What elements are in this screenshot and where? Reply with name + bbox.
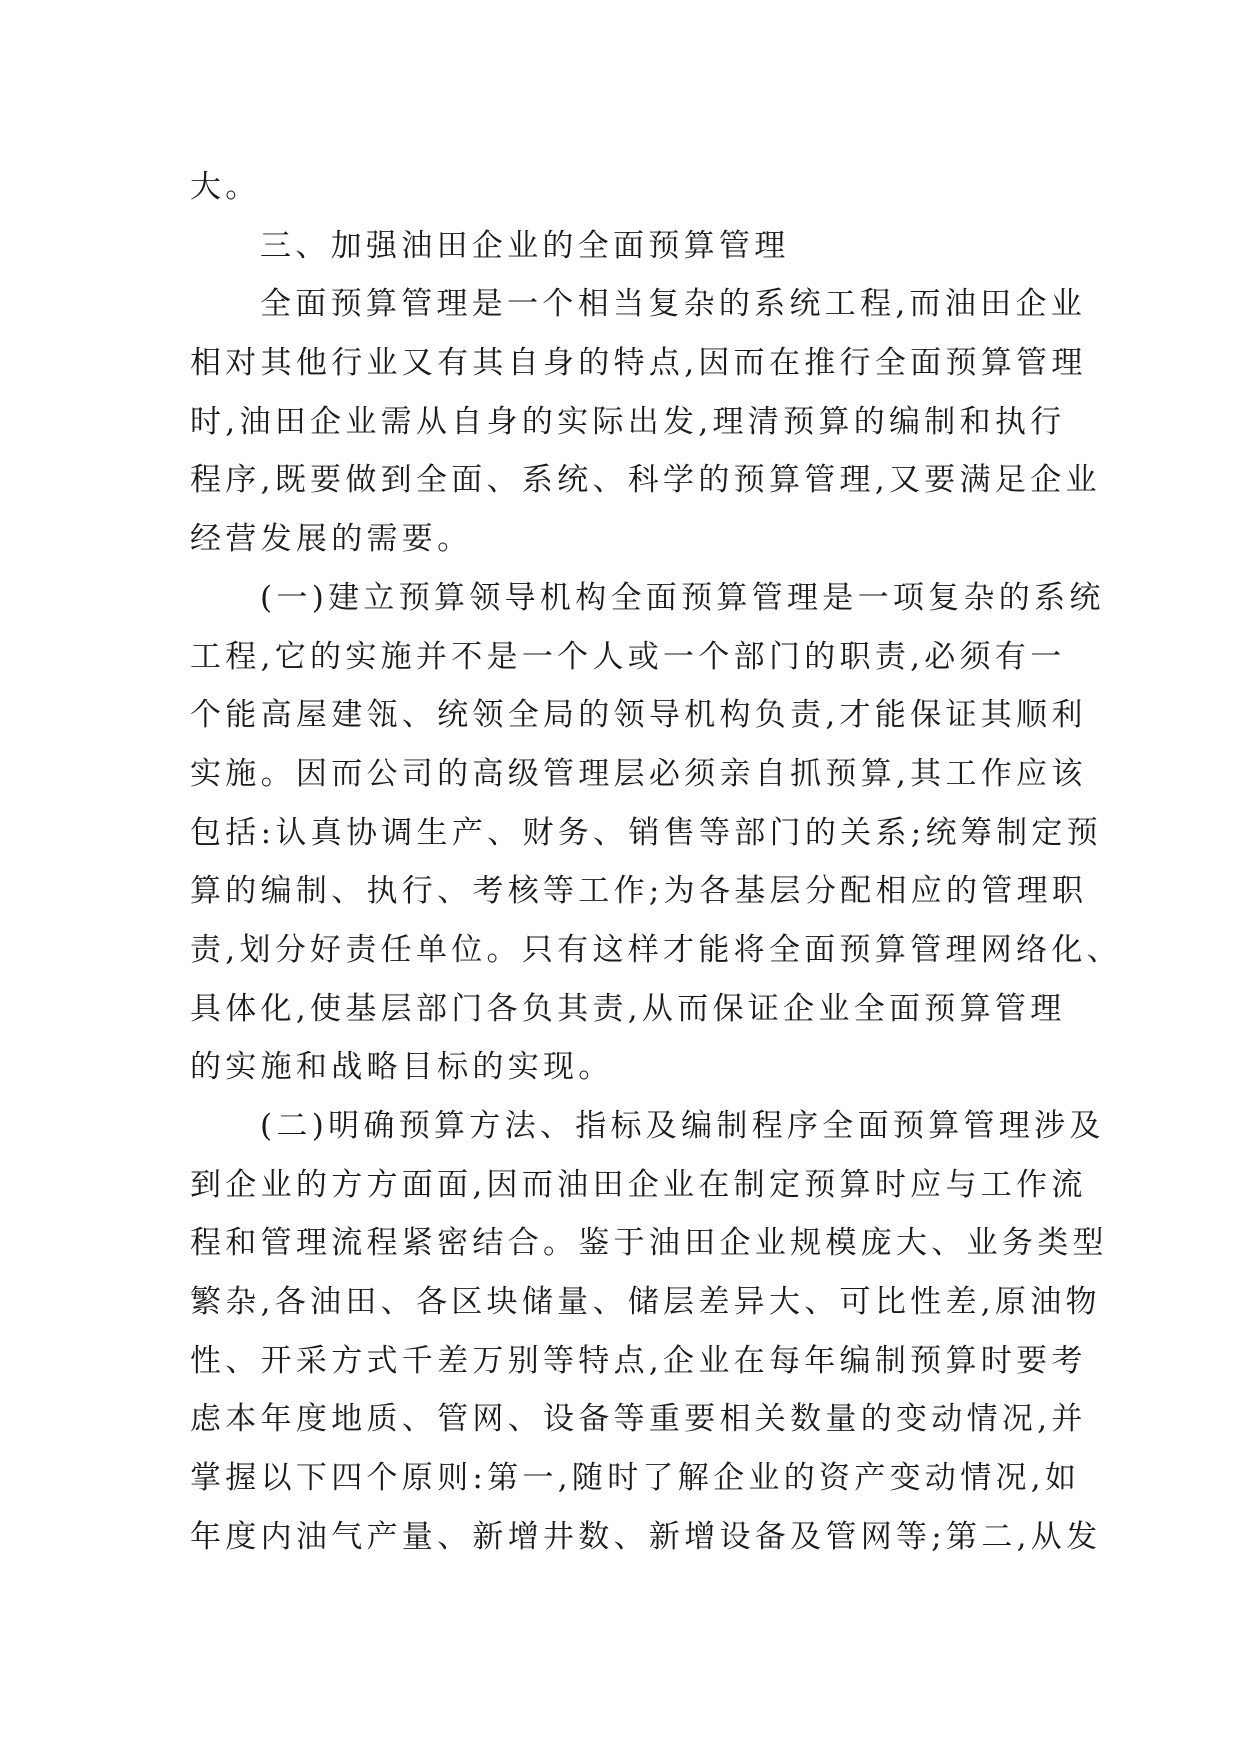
paragraph-line: 到企业的方方面面,因而油田企业在制定预算时应与工作流	[190, 1166, 1087, 1203]
paragraph-line: 相对其他行业又有其自身的特点,因而在推行全面预算管理	[190, 345, 1087, 382]
text-line: 大。	[190, 169, 261, 205]
paragraph-line: (二)明确预算方法、指标及编制程序全面预算管理涉及	[260, 1108, 1105, 1144]
document-body	[190, 158, 1122, 1567]
paragraph-line: 算的编制、执行、考核等工作;为各基层分配相应的管理职	[190, 873, 1088, 910]
paragraph-line: 年度内油气产量、新增井数、新增设备及管网等;第二,从发	[190, 1518, 1102, 1555]
paragraph-line: 个能高屋建瓴、统领全局的领导机构负责,才能保证其顺利	[190, 697, 1087, 734]
paragraph-line: 责,划分好责任单位。只有这样才能将全面预算管理网络化、	[190, 931, 1122, 968]
paragraph-line: 全面预算管理是一个相当复杂的系统工程,而油田企业	[260, 286, 1087, 323]
paragraph-line: 程和管理流程紧密结合。鉴于油田企业规模庞大、业务类型	[190, 1225, 1108, 1262]
paragraph-line: (一)建立预算领导机构全面预算管理是一项复杂的系统	[260, 579, 1105, 616]
paragraph-line: 程序,既要做到全面、系统、科学的预算管理,又要满足企业	[190, 462, 1101, 499]
paragraph-line: 掌握以下四个原则:第一,随时了解企业的资产变动情况,如	[190, 1460, 1081, 1497]
paragraph-line: 工程,它的实施并不是一个人或一个部门的职责,必须有一	[190, 638, 1066, 675]
paragraph-line: 具体化,使基层部门各负其责,从而保证企业全面预算管理	[190, 990, 1066, 1027]
paragraph-line: 经营发展的需要。	[190, 521, 473, 558]
paragraph-line: 繁杂,各油田、各区块储量、储层差异大、可比性差,原油物	[190, 1284, 1101, 1321]
paragraph-line: 的实施和战略目标的实现。	[190, 1049, 614, 1086]
section-heading: 三、加强油田企业的全面预算管理	[260, 227, 790, 264]
paragraph-line: 实施。因而公司的高级管理层必须亲自抓预算,其工作应该	[190, 755, 1087, 792]
paragraph-line: 性、开采方式千差万别等特点,企业在每年编制预算时要考	[190, 1342, 1087, 1379]
paragraph-line: 包括:认真协调生产、财务、销售等部门的关系;统筹制定预	[190, 814, 1102, 851]
paragraph-line: 虑本年度地质、管网、设备等重要相关数量的变动情况,并	[190, 1401, 1087, 1438]
paragraph-line: 时,油田企业需从自身的实际出发,理清预算的编制和执行	[190, 403, 1066, 440]
